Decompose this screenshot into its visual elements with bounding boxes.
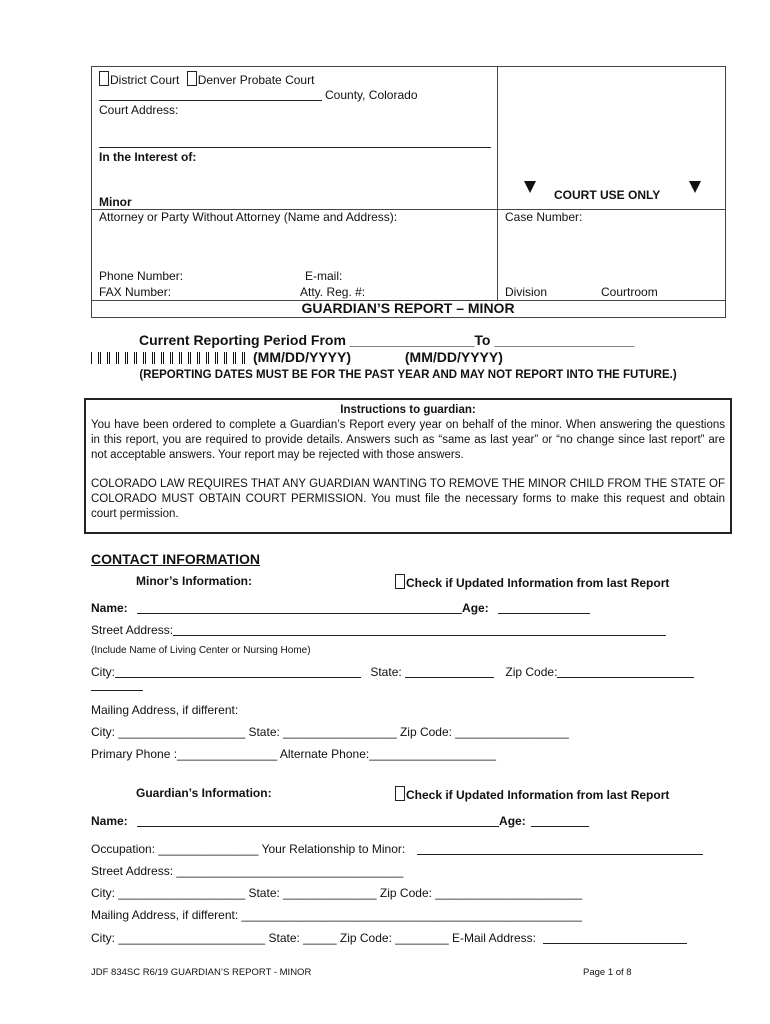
guardian-name-row (91, 814, 589, 828)
guardian-mailing-city-row (91, 931, 687, 945)
minor-updated-checkbox[interactable] (395, 574, 405, 589)
case-number-label: Case Number: (505, 210, 583, 224)
minor-phone-row[interactable]: Primary Phone :_______________ Alternate Phone:___________________ (91, 747, 497, 761)
minor-name-label: Name: (91, 601, 128, 615)
minor-zip-label: Zip Code: (505, 665, 558, 679)
district-court-checkbox[interactable] (99, 71, 109, 86)
caption-divider-vertical (497, 66, 498, 300)
minor-updated-label: Check if Updated Information from last Report (406, 576, 670, 590)
interest-of-label: In the Interest of: (99, 150, 197, 164)
minor-city-label: City: (91, 665, 115, 679)
minor-name-row (91, 601, 590, 615)
division-label: Division (505, 285, 548, 299)
atty-reg-label: Atty. Reg. #: (300, 285, 366, 299)
minor-state-label: State: (370, 665, 402, 679)
court-address-label: Court Address: (99, 103, 179, 117)
reporting-period-line: Current Reporting Period From ________________To __________________ (139, 332, 635, 348)
guardian-age-label: Age: (499, 814, 526, 828)
guardian-email-input[interactable] (543, 931, 687, 944)
guardian-name-label: Name: (91, 814, 128, 828)
instructions-para-1: You have been ordered to complete a Guardian’s Report every year on behalf of the minor. When answering the questions in this report, you are required to provide details. Answers such as “same as last year” or “no change since last report” are not acceptable answers. Your report may be rejected with those answers. (91, 419, 725, 461)
court-type-row (99, 71, 314, 87)
include-note: (Include Name of Living Center or Nursing Home) (91, 645, 311, 656)
instructions-heading: Instructions to guardian: (340, 404, 476, 416)
guardian-age-input[interactable] (531, 814, 589, 827)
guardian-city-row[interactable]: City: ___________________ State: ______________ Zip Code: ______________________ (91, 886, 583, 900)
format-to-label: (MM/DD/YYYY) (404, 349, 503, 365)
district-court-label: District Court (110, 73, 180, 87)
courtroom-label: Courtroom (601, 285, 658, 299)
date-glyph-placeholder (91, 351, 253, 365)
contact-heading: CONTACT INFORMATION (91, 551, 261, 567)
minor-mailing-label: Mailing Address, if different: (91, 703, 239, 717)
minor-name-input[interactable] (137, 601, 462, 614)
minor-city-row (91, 665, 694, 679)
guardian-updated-checkbox[interactable] (395, 786, 405, 801)
court-use-only-label: COURT USE ONLY (554, 188, 661, 202)
guardian-mailing-city-text[interactable]: City: ______________________ State: _____ Zip Code: ________ E-Mail Address: (91, 931, 536, 945)
guardian-occupation-label: Occupation: _______________ Your Relationship to Minor: (91, 842, 406, 856)
format-from-label: (MM/DD/YYYY) (253, 349, 351, 365)
arrow-down-left-icon (524, 181, 536, 193)
minor-label: Minor (99, 195, 132, 209)
form-title: GUARDIAN’S REPORT – MINOR (301, 300, 515, 316)
minor-updated-row (395, 574, 669, 590)
instructions-para-2: COLORADO LAW REQUIRES THAT ANY GUARDIAN WANTING TO REMOVE THE MINOR CHILD FROM THE STATE OF COLORADO MUST OBTAIN COURT PERMISSION. You must file the necessary forms to make this request and obtain court permission. (91, 478, 725, 520)
phone-number-label: Phone Number: (99, 269, 184, 283)
guardian-info-label: Guardian’s Information: (136, 786, 272, 800)
date-format-row (91, 349, 503, 365)
guardian-updated-label: Check if Updated Information from last Report (406, 788, 670, 802)
footer-form-id: JDF 834SC R6/19 GUARDIAN’S REPORT - MINOR (91, 967, 312, 978)
minor-info-label: Minor’s Information: (136, 574, 252, 588)
guardian-updated-row (395, 786, 669, 802)
minor-city-input[interactable] (115, 665, 361, 678)
minor-zip-continuation[interactable] (91, 690, 143, 691)
guardian-street-row[interactable]: Street Address: __________________________________ (91, 864, 404, 878)
footer-page-number: Page 1 of 8 (583, 967, 632, 978)
minor-street-label: Street Address: (91, 623, 174, 637)
attorney-label: Attorney or Party Without Attorney (Name and Address): (99, 210, 398, 224)
arrow-down-right-icon (689, 181, 701, 193)
email-label: E-mail: (305, 269, 343, 283)
guardian-occupation-row (91, 842, 703, 856)
fax-number-label: FAX Number: (99, 285, 172, 299)
guardian-relationship-input[interactable] (417, 842, 703, 855)
denver-probate-label: Denver Probate Court (197, 73, 315, 87)
guardian-mailing-row[interactable]: Mailing Address, if different: ___________________________________________________ (91, 908, 582, 922)
denver-probate-checkbox[interactable] (187, 71, 197, 86)
minor-zip-input[interactable] (557, 665, 694, 678)
guardian-name-input[interactable] (137, 814, 499, 827)
county-colorado-label: County, Colorado (325, 88, 418, 102)
reporting-notice: (REPORTING DATES MUST BE FOR THE PAST YEAR AND MAY NOT REPORT INTO THE FUTURE.) (139, 369, 677, 381)
court-address-input[interactable] (99, 147, 491, 148)
minor-age-label: Age: (462, 601, 489, 615)
minor-age-input[interactable] (498, 601, 590, 614)
county-input[interactable] (99, 100, 322, 101)
minor-mailing-city-row[interactable]: City: ___________________ State: _________________ Zip Code: _________________ (91, 725, 569, 739)
minor-state-input[interactable] (405, 665, 494, 678)
minor-street-input[interactable] (173, 623, 666, 636)
minor-street-row (91, 623, 666, 637)
